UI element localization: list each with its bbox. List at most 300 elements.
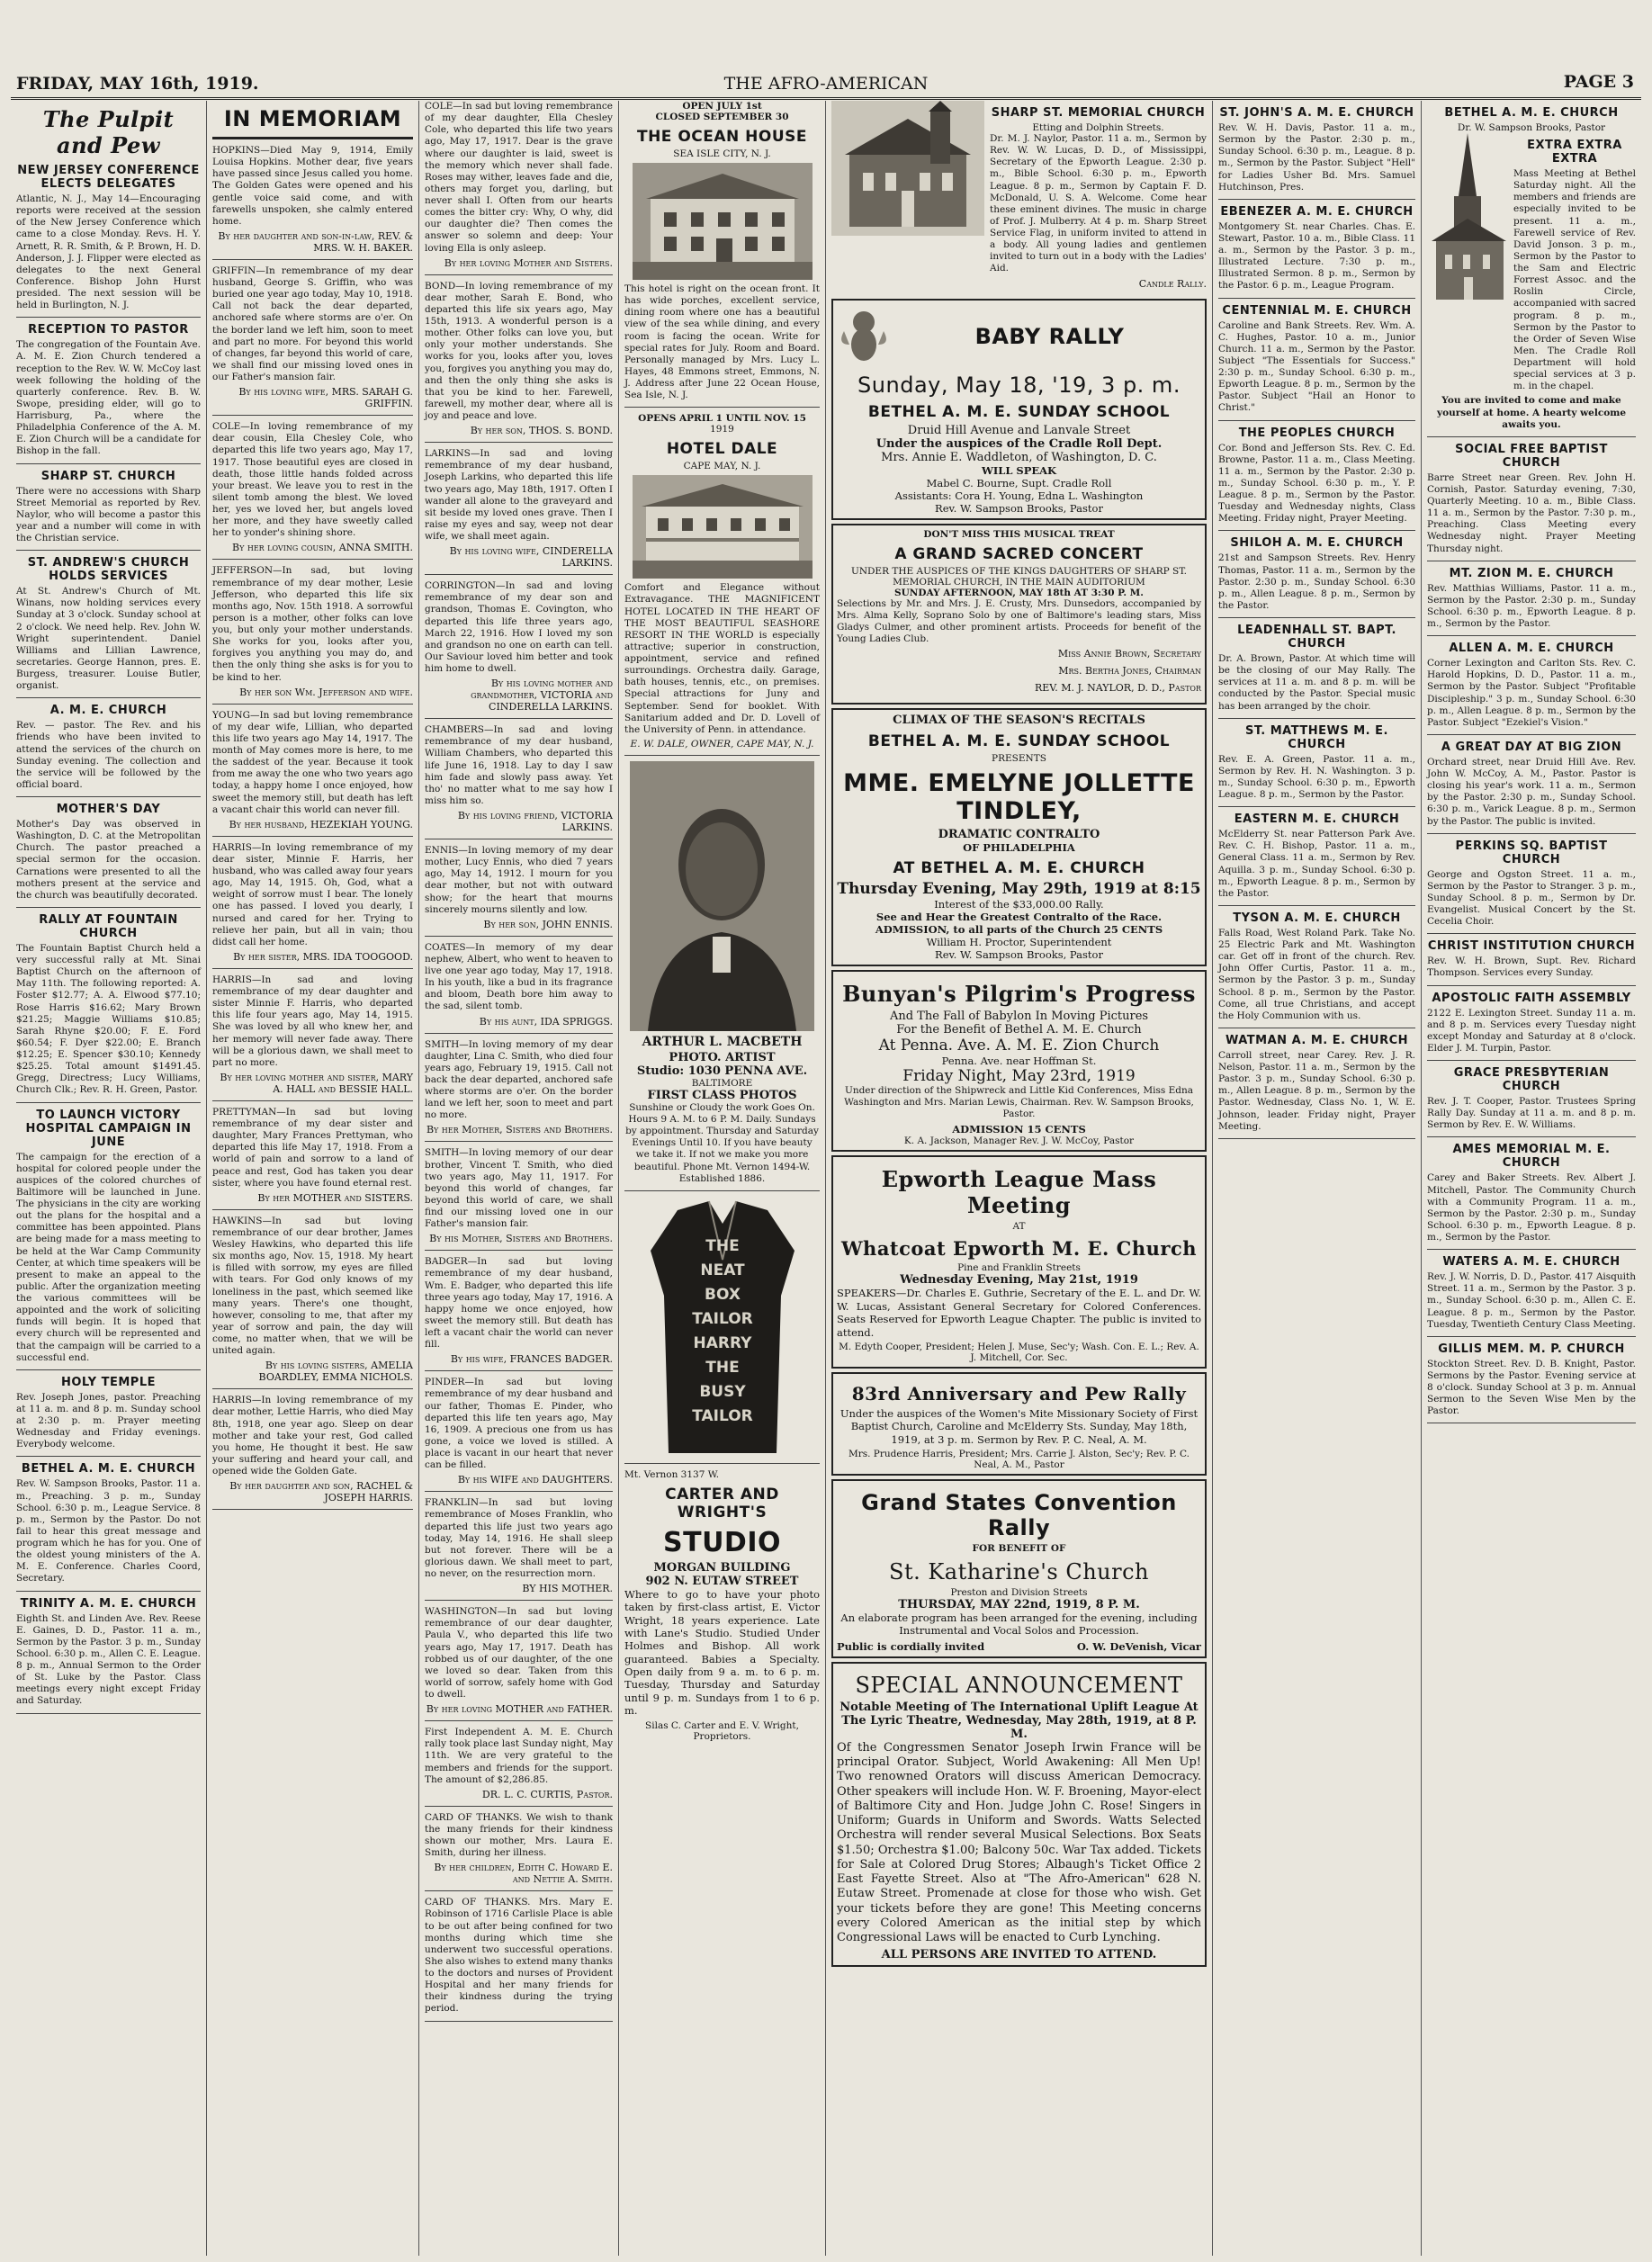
ad-line: BALTIMORE [691, 1077, 753, 1089]
ad-date: Thursday Evening, May 29th, 1919 at 8:15 [837, 880, 1201, 898]
article-body: Eighth St. and Linden Ave. Rev. Reese E. Gaines, D. D., Pastor. 11 a. m., Sermon by the Pastor. 3 p. m., Sunday School. 6:30 p. m., Allen C. E. League. 8 p. m., Annual Sermon to the Order of St. Luke by the Pastor. Class meetings every night except Friday and Saturday. [16, 1612, 201, 1707]
ad-line: ALL PERSONS ARE INVITED TO ATTEND. [881, 1948, 1157, 1962]
church-body: Carey and Baker Streets. Rev. Albert J. Mitchell, Pastor. The Community Church with a Community Program. 11 a. m., Sermon by the Pastor. 2:30 p. m., Sunday School. 6:30 p. m., Epworth League. 8 p. m., Sermon by the Pastor. [1427, 1172, 1636, 1243]
divider [16, 317, 201, 318]
column-events [826, 101, 1213, 2256]
divider [1427, 1249, 1636, 1250]
church-body: Rev. J. T. Cooper, Pastor. Trustees Spring Rally Day. Sunday at 11 a. m. and 8 p. m. Sermon by Rev. E. W. Williams. [1427, 1096, 1636, 1131]
ad-line: ADMISSION, to all parts of the Church 25 CENTS [875, 923, 1163, 936]
divider [212, 1100, 413, 1101]
article-body: At St. Andrew's Church of Mt. Winans, now holding services every Sunday at 3 o'clock. Sunday school at 2 o'clock. We need help. Rev. John W. Wright superintendent. Daniel Williams and Lillian Lawrence, secretaries. George Hannon, pres. E. Burgess, treasurer. Louise Butler, organist. [16, 586, 201, 692]
ad-title-big: STUDIO [663, 1526, 781, 1558]
sacred-concert-ad [831, 524, 1207, 705]
memorial-signature: By her sister, MRS. IDA TOOGOOD. [233, 950, 413, 963]
church-pastor: Dr. W. Sampson Brooks, Pastor [1457, 122, 1606, 133]
ad-signature: Mrs. Prudence Harris, President; Mrs. Carrie J. Alston, Sec'y; Rev. P. C. Neal, A. M., Pastor [848, 1449, 1190, 1470]
church-body: Mass Meeting at Bethel Saturday night. All the members and friends are especially invited to be present. 11 a. m., Farewell service of Rev. David Jonson. 3 p. m., Sermon by the Pastor to the Sam and Electric Forrest Assoc. and the Roslin Circle, accompanied with sacred program. 8 p. m., Sermon by the Pastor to the Order of Seven Wise Men. The Cradle Roll Department will hold special services at 3 p. m. in the chapel. [1513, 168, 1636, 392]
ad-signature: K. A. Jackson, Manager Rev. J. W. McCoy, Pastor [903, 1135, 1135, 1147]
divider [1427, 1060, 1636, 1061]
ad-title: HOTEL DALE [666, 440, 778, 459]
hotel-dale-ad [624, 413, 820, 750]
memorial-text: COLE—In loving remembrance of my dear cousin, Ella Chesley Cole, who departed this life two years ago, May 17, 1917. Those beautiful eyes are closed in death, those little hands folded across your breast. We leave you to rest in the silent tomb among the blest. We loved her, yes we loved her, but angels loved her more, and they have sweetly called her to yonder's shining shore. [212, 421, 413, 539]
church-body: Dr. M. J. Naylor, Pastor. 11 a. m., Sermon by Rev. W. W. Lucas, D. D., of Mississippi, Secretary of the Epworth League. 2:30 p. m., Bible School. 6:30 p. m., Epworth League. 8 p. m., Sermon by Captain F. D. McDonald, U. S. A. Welcome. Come hear these eminent divines. The music in charge of Prof. J. Mulberry. At 4 p. m. Sharp Street Service Flag, in uniform invited to attend in a body. All young ladies and gentlemen invited to turn out in a body with the Ladies' Aid. [990, 133, 1207, 274]
divider [1218, 420, 1415, 421]
ad-year: 1919 [710, 424, 734, 435]
issue-date: FRIDAY, MAY 16th, 1919. [16, 74, 259, 94]
divider [1427, 1136, 1636, 1137]
church-title: A GREAT DAY AT BIG ZION [1441, 740, 1622, 754]
divider [212, 559, 413, 560]
memorial-text: CARD OF THANKS. Mrs. Mary E. Robinson of 1716 Carlisle Place is able to be out after being confined for two months during which time she underwent two successful operations. She also wishes to extend many thanks to the doctors and nurses of Provident Hospital and her many friends for their kindness during the trying period. [425, 1897, 613, 2015]
ad-line: Druid Hill Avenue and Lanvale Street [907, 423, 1131, 437]
divider [16, 697, 201, 698]
ad-line: Assistants: Cora H. Young, Edna L. Washington [894, 489, 1144, 502]
church-welcome: You are invited to come and make yourself at home. A hearty welcome awaits you. [1436, 395, 1627, 430]
article-body: Atlantic, N. J., May 14—Encouraging reports were received at the session of the New Jersey Conference which came to a close Monday. Revs. H. Y. Arnett, R. R. Smith, & P. Brown, H. D. Anderson, J. J. Flipper were elected as delegates to the next General Conference. Bishop John Hurst presided. The next session will be held in Burlington, N. J. [16, 193, 201, 311]
special-announcement-ad [831, 1662, 1207, 1968]
divider [16, 463, 201, 464]
church-body: Rev. J. W. Norris, D. D., Pastor. 417 Aisquith Street. 11 a. m., Sermon by the Pastor. 3 p. m., Sunday School. 6:30 p. m., Allen C. E. League. 8 p. m., Sermon by the Pastor. Tuesday, Twentieth Century Class Meeting. [1427, 1271, 1636, 1330]
divider [1218, 1138, 1415, 1139]
coat-lettering: TAILOR [691, 1309, 753, 1328]
article-body: There were no accessions with Sharp Street Memorial as reported by Rev. Naylor, who will become a pastor this year and a number will come in with the Christian service. [16, 485, 201, 543]
memorial-signature: DR. L. C. CURTIS, Pastor. [481, 1788, 613, 1800]
church-body: 21st and Sampson Streets. Rev. Henry Thomas, Pastor. 11 a. m., Sermon by the Pastor. 2:30 p. m., Sunday School. 6:30 p. m., Allen League. 8 p. m., Sermon by the Pastor. [1218, 552, 1415, 611]
masthead [11, 70, 1641, 100]
divider [212, 415, 413, 416]
ad-line: Public is cordially invited [837, 1639, 985, 1653]
divider [425, 1491, 613, 1492]
church-body: Stockton Street. Rev. D. B. Knight, Pastor. Sermons by the Pastor. Evening service at 8 o'clock. Sunday School at 3 p. m. Annual Sermon to the Seven Wise Men by the Pastor. [1427, 1358, 1636, 1417]
memorial-text: HOPKINS—Died May 9, 1914, Emily Louisa Hopkins. Mother dear, five years have passed since Jesus called you home. The Golden Gates were opened and his gentle voice said come, and with farewells unspoken, she calmly entered home. [212, 145, 413, 227]
ad-line: OPEN JULY 1st [682, 101, 762, 112]
ad-signature: O. W. DeVenish, Vicar [1076, 1639, 1201, 1653]
ad-title: Bunyan's Pilgrim's Progress [842, 981, 1196, 1007]
memorial-text: HARRIS—In loving remembrance of my dear mother, Lettie Harris, who died May 8th, 1918, one year ago. Sleep on dear mother and take your rest, God called you home, He thought it best. He saw your suffering and heard your call, and opened wide the Golden Gate. [212, 1395, 413, 1477]
ad-owner: E. W. DALE, OWNER, CAPE MAY, N. J. [630, 738, 814, 750]
article-headline: A. M. E. CHURCH [49, 704, 167, 718]
article-headline: ST. ANDREW'S CHURCH HOLDS SERVICES [27, 556, 190, 584]
divider [1218, 199, 1415, 200]
ad-signature: Silas C. Carter and E. V. Wright, Proprietors. [645, 1719, 799, 1742]
portrait-photo [630, 761, 814, 1031]
coat-lettering: THE [705, 1236, 740, 1255]
ad-line: Pine and Franklin Streets [957, 1262, 1081, 1274]
church-body: Rev. W. H. Brown, Supt. Rev. Richard Thompson. Services every Sunday. [1427, 956, 1636, 979]
church-title: WATERS A. M. E. CHURCH [1442, 1255, 1621, 1270]
church-title: CENTENNIAL M. E. CHURCH [1222, 303, 1412, 318]
church-title: GRACE PRESBYTERIAN CHURCH [1453, 1066, 1610, 1093]
memorial-signature: By her loving MOTHER and FATHER. [426, 1703, 613, 1716]
divider [425, 1890, 613, 1891]
ad-body: Under the auspices of the Women's Mite Missionary Society of First Baptist Church, Caroline and McElderry Sts. Sunday, May 18th, 1919, at 3 p. m. Sermon by Rev. P. C. Neal, A. M. [839, 1406, 1199, 1446]
memorial-text: BADGER—In sad but loving remembrance of my dear husband, Wm. E. Badger, who departed this life three years ago today, May 17, 1916. A happy home we once enjoyed, how sweet the memory still. But death has left a vacant chair the world can never fill. [425, 1256, 613, 1351]
ad-body: Comfort and Elegance without Extravagance. THE MAGNIFICENT HOTEL LOCATED IN THE HEART OF THE MOST BEAUTIFUL SEASHORE RESORT IN THE WORLD is especially attractive; superior in construction, appointment, service and refined surroundings. Orchestra daily. Garage, bath houses, tennis, etc., on premises. Special attractions for Juny and September. Send for booklet. With Sanitarium added and Dr. D. Lovell of the University of Penn. in attendance. [624, 582, 820, 735]
memorial-signature: By his loving sisters, AMELIA BOARDLEY, EMMA NICHOLS. [258, 1360, 413, 1384]
ad-line: SUNDAY AFTERNOON, MAY 18th AT 3:30 P. M. [894, 587, 1144, 598]
article-headline: BETHEL A. M. E. CHURCH [21, 1462, 196, 1477]
memorial-signature: By her Mother, Sisters and Brothers. [426, 1124, 613, 1136]
ad-line: DRAMATIC CONTRALTO [938, 828, 1100, 841]
church-body: Rev. E. A. Green, Pastor. 11 a. m., Sermon by Rev. H. N. Washington. 3 p. m., Sunday School. 6:30 p. m., Epworth League. 8 p. m., Sermon by the Pastor. [1218, 753, 1415, 800]
church-title: SHARP ST. MEMORIAL CHURCH [991, 106, 1206, 120]
church-title: GILLIS MEM. M. P. CHURCH [1438, 1342, 1625, 1356]
memorial-text: HARRIS—In loving remembrance of my dear sister, Minnie F. Harris, her husband, who was called away four years ago, May 14, 1915. Oh, God, what a weight of sorrow must I bear. The lonely one has passed. I loved you dearly, I nursed and cared for her. Trying to relieve her pain, but all in vain; thou didst call her home. [212, 841, 413, 947]
ad-line: At Penna. Ave. A. M. E. Zion Church [878, 1037, 1160, 1055]
ad-title: THE OCEAN HOUSE [636, 128, 808, 146]
column-church-notices [1213, 101, 1422, 2256]
church-body: Barre Street near Green. Rev. John H. Cornish, Pastor. Saturday evening, 7:30, Quarterly Meeting. 10 a. m., Bible Class. 11 a. m., Sermon by the Pastor. 7:30 p. m., Preaching. Class Meeting every Wednesday night. Prayer Meeting Thursday night. [1427, 471, 1636, 554]
memorial-text: CARD OF THANKS. We wish to thank the many friends for their kindness shown our mother, Mrs. Laura E. Smith, during her illness. [425, 1811, 613, 1859]
article-headline: TRINITY A. M. E. CHURCH [20, 1596, 197, 1611]
memorial-text: CORRINGTON—In sad and loving remembrance of my dear son and grandson, Thomas E. Covington, who departed this life three years ago, March 22, 1916. How I loved my son and grandson no one on earth can tell. Our Saviour loved him better and took him home to dwell. [425, 580, 613, 674]
memorial-text: YOUNG—In sad but loving remembrance of my dear wife, Lillian, who departed this life two years ago May 14, 1917. The month of May comes more is here, to me the saddest of the year. Because it took from me away the one who two years ago today, a happy home I once enjoyed, how sweet the memory still, but death has left a vacant chair this world can never fill. [212, 709, 413, 815]
ad-title: A GRAND SACRED CONCERT [894, 544, 1144, 563]
ad-line: Mabel C. Bourne, Supt. Cradle Roll [926, 476, 1112, 489]
memorial-signature: By her son Wm. Jefferson and wife. [239, 686, 413, 698]
ad-body: Sunshine or Cloudy the work Goes On. Hours 9 A. M. to 6 P. M. Daily. Sundays by appointment. Thursday and Saturday Evenings Until 10. If you have beauty we take it. If not we make you more beautiful. Phone Mt. Vernon 1494-W. Established 1886. [625, 1101, 819, 1184]
coat-lettering: NEAT [699, 1261, 745, 1279]
column-advertisements [619, 101, 826, 2256]
memorial-text: SMITH—In loving memory of my dear daughter, Lina C. Smith, who died four years ago, February 19, 1915. Call not back the dear departed, anchored safe where storms are o'er. On the border land we left her, soon to meet and part no more. [425, 1038, 613, 1121]
divider [1218, 617, 1415, 618]
church-body: Carroll street, near Carey. Rev. J. R. Nelson, Pastor. 11 a. m., Sermon by the Pastor. 3 p. m., Sunday School. 6:30 p. m., Allen League. 8 p. m., Sermon by the Pastor. Wednesday, Class No. 1, W. E. Johnson, leader. Friday night, Prayer Meeting. [1218, 1049, 1415, 1132]
coat-lettering: BUSY [698, 1382, 746, 1401]
ad-line: PRESENTS [992, 753, 1046, 764]
ad-line: AT BETHEL A. M. E. CHURCH [893, 859, 1145, 877]
divider [1427, 1336, 1636, 1337]
ad-line: FOR BENEFIT OF [972, 1543, 1066, 1554]
church-body: Falls Road, West Roland Park. Take No. 25 Electric Park and Mt. Washington car. Get off in front of the church. Rev. John Offer Curtis, Pastor. 11 a. m., Sermon by the Pastor. 3 p. m., Sunday School. 8 p. m., Sermon by the Pastor. Come, all true Christians, and accept the Holy Communion with us. [1218, 927, 1415, 1021]
ad-line: Penna. Ave. near Hoffman St. [941, 1055, 1097, 1067]
article-headline: TO LAUNCH VICTORY HOSPITAL CAMPAIGN IN JUNE [25, 1108, 192, 1149]
divider [16, 550, 201, 551]
divider [1427, 734, 1636, 735]
church-title: EBENEZER A. M. E. CHURCH [1220, 204, 1414, 219]
memorial-signature: By her husband, HEZEKIAH YOUNG. [229, 818, 413, 830]
ad-place: SEA ISLE CITY, N. J. [673, 148, 771, 159]
church-title: ALLEN A. M. E. CHURCH [1449, 642, 1614, 656]
church-title: BETHEL A. M. E. CHURCH [1444, 106, 1619, 120]
article-body: The Fountain Baptist Church held a very successful rally at Mt. Sinai Baptist Church on the afternoon of May 11th. The following reported: A. Foster $12.77; A. A. Elwood $77.10; Rose Harris $16.62; Mary Brown $21.25; Maggie Williams $10.85; Sarah Rhyne $20.00; F. E. Ford $60.54; F. Dyer $22.00; E. Branch $12.25; E. Spencer $30.10; Kennedy $25.25. Total amount $1491.45. Gregg, Directress; Lucy Williams, Church Clk.; Rev. R. H. Green, Pastor. [16, 942, 201, 1096]
bunyan-ad [831, 970, 1207, 1152]
ad-title: Epworth League Mass Meeting [881, 1166, 1157, 1219]
ad-line: Under the auspices of the Cradle Roll Dept. [875, 436, 1163, 451]
divider [212, 1388, 413, 1389]
ad-line: OF PHILADELPHIA [963, 841, 1075, 854]
article-headline: NEW JERSEY CONFERENCE ELECTS DELEGATES [17, 164, 200, 191]
divider [1218, 530, 1415, 531]
memorial-text: PRETTYMAN—In sad but loving remembrance of my dear sister and daughter, Mary Frances Prettyman, who departed this life May 17, 1918. From a world of pain and sorrow to a land of peace and rest, God has taken you dear sister, where you have found eternal rest. [212, 1106, 413, 1189]
article-headline: MOTHER'S DAY [56, 803, 161, 816]
memorial-text: HARRIS—In sad and loving remembrance of my dear daughter and sister Minnie F. Harris, who departed this life four years ago, May 14, 1915. She was loved by all who knew her, and her memory will never fade away. There will be a glorious dawn, we shall meet to part no more. [212, 974, 413, 1068]
section-head: EXTRA EXTRA EXTRA [1527, 139, 1622, 166]
ad-title: Grand States Convention Rally [861, 1490, 1177, 1540]
memorial-signature: By his loving wife, MRS. SARAH G. GRIFFIN. [238, 386, 413, 410]
hotel-dale-image [633, 475, 813, 579]
memorial-signature: By her loving mother and sister, MARY A. HALL and BESSIE HALL. [220, 1071, 413, 1095]
ad-signature: Mrs. Bertha Jones, Chairman [1058, 665, 1201, 677]
memorial-signature: By her loving Mother and Sisters. [444, 256, 613, 269]
divider [1218, 806, 1415, 807]
church-title: LEADENHALL ST. BAPT. CHURCH [1237, 624, 1396, 651]
divider [212, 704, 413, 705]
memorial-signature: BY HIS MOTHER. [522, 1583, 613, 1595]
church-engraving [831, 101, 984, 236]
memorial-signature: By her daughter and son-in-law, REV. & MRS. W. H. BAKER. [218, 229, 413, 254]
memorial-text: PINDER—In sad but loving remembrance of my dear husband and our father, Thomas E. Pinder, who departed this life ten years ago, May 16, 1909. A precious one from us has gone, a voice we loved is stilled. A place is vacant in our heart that never can be filled. [425, 1377, 613, 1471]
ad-line: CLIMAX OF THE SEASON'S RECITALS [893, 714, 1145, 727]
article-body: Mother's Day was observed in Washington, D. C. at the Metropolitan Church. The pastor preached a special sermon for the occasion. Carnations were presented to all the mothers present at the service and the church was beautifully decorated. [16, 819, 201, 901]
article-body: Rev. — pastor. The Rev. and his friends who have been invited to attend the services of the church on Sunday evening. The collection and the service will be followed by the official board. [16, 720, 201, 790]
church-title: AMES MEMORIAL M. E. CHURCH [1452, 1143, 1611, 1171]
memorial-signature: By her loving cousin, ANNA SMITH. [231, 542, 413, 554]
section-header: IN MEMORIAM [223, 106, 402, 131]
divider [212, 968, 413, 969]
church-body: Cor. Bond and Jefferson Sts. Rev. C. Ed. Browne, Pastor. 11 a. m., Class Meeting. 11 a. m., Sermon by the Pastor. 2:30 p. m., Sunday School. 6:30 p. m., Y. P. League. 8 p. m., Sermon by the Pastor. Tuesday and Wednesday nights, Class Meeting. Friday night, Prayer Meeting. [1218, 442, 1415, 525]
ad-church: Whatcoat Epworth M. E. Church [840, 1237, 1198, 1261]
ad-line: AT [1012, 1221, 1026, 1233]
anniversary-ad [831, 1372, 1207, 1476]
article-body: Rev. Joseph Jones, pastor. Preaching at 11 a. m. and 8 p. m. Sunday school at 2:30 p. m. Prayer meeting Wednesday and Friday evenings. Everybody welcome. [16, 1391, 201, 1450]
sharp-street-block [831, 101, 1207, 295]
ad-line: 902 N. EUTAW STREET [645, 1574, 799, 1588]
column-memoriam-continued [419, 101, 619, 2256]
memorial-text: CHAMBERS—In sad and loving remembrance of my dear husband, William Chambers, who departed this life June 16, 1918. Lay to day I saw him fade and slowly pass away. Yet tho' no matter what to me say how I miss him so. [425, 724, 613, 806]
divider [16, 796, 201, 797]
carter-wright-ad [624, 1469, 820, 1742]
tailor-coat-image [646, 1197, 799, 1458]
section-header: The Pulpit and Pew [42, 106, 175, 158]
church-body: 2122 E. Lexington Street. Sunday 11 a. m. and 8 p. m. Services every Tuesday night except Monday and Saturday at 8 o'clock. Elder J. M. Turpin, Pastor. [1427, 1007, 1636, 1054]
ad-line: Studio: 1030 PENNA AVE. [636, 1064, 808, 1078]
ad-body: Where to go to have your photo taken by first-class artist, E. Victor Wright, 18 years experience. Late with Lane's Studio. Studied Under Holmes and Bishop. All work guaranteed. Babies a Specialty. Open daily from 9 a. m. to 6 p. m. Tuesday, Thursday and Saturday until 9 p. m. Sundays from 1 to 6 p. m. [624, 1587, 820, 1718]
column-pulpit-and-pew [11, 101, 207, 2256]
church-title: SOCIAL FREE BAPTIST CHURCH [1455, 442, 1608, 470]
divider [425, 2021, 613, 2022]
ad-body: Selections by Mr. and Mrs. J. E. Crusty, Mrs. Dunsedors, accompanied by Mrs. Alma Kelly, Soprano Solo by one of Baltimore's leading stars, Miss Gladys Culmer, and other prominent artists. Proceeds for benefit of the Young Ladies Club. [837, 597, 1201, 644]
divider [425, 1600, 613, 1601]
church-signature: Candle Rally. [1138, 277, 1207, 290]
states-convention-ad [831, 1479, 1207, 1658]
coat-lettering: THE [705, 1358, 740, 1377]
performer-name: MME. EMELYNE JOLLETTE TINDLEY, [843, 769, 1195, 825]
ad-date: Wednesday Evening, May 21st, 1919 [900, 1273, 1138, 1288]
memorial-signature: By her daughter and son, RACHEL & JOSEPH HARRIS. [229, 1480, 413, 1504]
memorial-text: LARKINS—In sad and loving remembrance of my dear husband, Joseph Larkins, who departed this life two years ago, May 18th, 1917. Often I wander all alone to the graveyard and sit beside my loved ones grave. Then I raise my eyes and say, weep not dear wife, we shall meet again. [425, 448, 613, 542]
divider [1218, 718, 1415, 719]
memorial-text: COATES—In memory of my dear nephew, Albert, who went to heaven to live one year ago today, May 17, 1918. In his youth, like a bud in its fragrance and bloom, Death bore him away to the sad, silent tomb. [425, 941, 613, 1012]
column-church-notices-2 [1422, 101, 1641, 2256]
divider [16, 1713, 201, 1714]
divider [425, 442, 613, 443]
ad-date: THURSDAY, MAY 22nd, 1919, 8 P. M. [898, 1598, 1140, 1611]
ad-phone: Mt. Vernon 3137 W. [624, 1468, 720, 1480]
memorial-signature: By his aunt, IDA SPRIGGS. [479, 1015, 613, 1028]
memorial-signature: By his loving wife, CINDERELLA LARKINS. [449, 545, 613, 570]
page-number: PAGE 3 [1563, 72, 1634, 92]
ad-title: SPECIAL ANNOUNCEMENT [855, 1672, 1183, 1698]
divider [425, 274, 613, 275]
ad-line: FIRST CLASS PHOTOS [647, 1088, 797, 1102]
cherub-image [837, 304, 891, 367]
memorial-signature: By his wife, FRANCES BADGER. [450, 1353, 613, 1366]
ad-title: CARTER AND WRIGHT'S [665, 1485, 779, 1521]
church-title: CHRIST INSTITUTION CHURCH [1427, 939, 1636, 954]
divider [425, 1033, 613, 1034]
epworth-ad [831, 1155, 1207, 1369]
ad-body: This hotel is right on the ocean front. It has wide porches, excellent service, dining room where one has a beautiful view of the sea while dining, and every room is facing the ocean. Write for special rates for July. Room and Board. Personally managed by Mrs. Lucy L. Hayes, 48 Emmons street, Emmons, N. J. Address after June 22 Ocean House, Sea Isle, N. J. [624, 283, 820, 401]
ad-date: Sunday, May 18, '19, 3 p. m. [857, 372, 1181, 398]
church-title: TYSON A. M. E. CHURCH [1233, 911, 1401, 925]
ad-date: Friday Night, May 23rd, 1919 [902, 1067, 1136, 1085]
memorial-text: First Independent A. M. E. Church rally took place last Sunday night, May 11th. We are very grateful to the members and friends for the support. The amount of $2,286.85. [425, 1727, 613, 1785]
coat-lettering: HARRY [693, 1333, 751, 1352]
article-body: The campaign for the erection of a hospital for colored people under the auspices of the colored churches of Baltimore will be launched in June. The physicians in the city are working out the plans for the hospital and a committee has been appointed. Plans are being made for a mass meeting to be held at the War Camp Community Center, at which time speakers will be present to make an appeal to the public. After the organization meeting the various committees will be appointed and the work of soliciting funds will begin. It is hoped that every church will be represented and that the campaign will be carried to a successful end. [16, 1151, 201, 1363]
portrait-caption: ARTHUR L. MACBETH [642, 1034, 803, 1049]
divider [425, 1250, 613, 1251]
memorial-text: GRIFFIN—In remembrance of my dear husband, George S. Griffin, who was buried one year ago today, May 10, 1918. Call not back the dear departed, anchored safe where storms are o'er. On the border land we left him, soon to meet and part no more. For beyond this world of changes, far beyond this world of care, we shall find our missing loved ones in our Father's mansion fair. [212, 265, 413, 382]
church-body: Corner Lexington and Carlton Sts. Rev. C. Harold Hopkins, D. D., Pastor. 11 a. m., Sermon by the Pastor. Subject "Profitable Discipleship." 3 p. m., Sunday School. 6:30 p. m., Allen League. 8 p. m., Sermon by the Pastor. Subject "Ezekiel's Vision." [1427, 658, 1636, 728]
memorial-signature: By her son, JOHN ENNIS. [483, 918, 613, 930]
church-title: APOSTOLIC FAITH ASSEMBLY [1432, 991, 1631, 1005]
ad-body: SPEAKERS—Dr. Charles E. Guthrie, Secretary of the E. L. and Dr. W. W. Lucas, Assistant General Secretary for Colored Conferences. Seats Reserved for Epworth League Chapter. The public is invited to attend. [837, 1287, 1201, 1339]
ad-signature: REV. M. J. NAYLOR, D. D., Pastor [1034, 682, 1201, 694]
church-body: George and Ogston Street. 11 a. m., Sermon by the Pastor to Stranger. 3 p. m., Sunday School. 8 p. m., Sermon by Dr. Evangelist. Musical Concert by the St. Cecelia Choir. [1427, 868, 1636, 928]
ad-line: Preston and Division Streets [950, 1587, 1088, 1598]
divider [1218, 905, 1415, 906]
ad-line: ADMISSION 15 CENTS [952, 1123, 1086, 1136]
divider [16, 1102, 201, 1103]
ad-line: Rev. W. Sampson Brooks, Pastor [935, 948, 1103, 961]
divider [16, 907, 201, 908]
divider [212, 836, 413, 837]
ad-line: William H. Proctor, Superintendent [926, 936, 1112, 948]
church-body: Caroline and Bank Streets. Rev. Wm. A. C. Hughes, Pastor. 10 a. m., Junior Church. 11 a. m., Sermon by the Pastor. Subject "The Essentials for Success." 2:30 p. m., Sunday School. 6:30 p. m., Epworth League. 8 p. m., Sermon by the Pastor. Subject "Hail an Honor to Christ." [1218, 319, 1415, 414]
divider [1427, 635, 1636, 636]
paper-title: THE AFRO-AMERICAN [723, 74, 929, 94]
memorial-text: BOND—In loving remembrance of my dear mother, Sarah E. Bond, who departed this life six years ago, May 15th, 1913. A wonderful person is a mother. Other folks can love you, but only your mother understands. She works for you, looks after you, loves you, forgives you anything you may do, and then the only thing she asks is that you be kind to her. Farewell, farewell, my mother dear, where all is joy and peace and love. [425, 280, 613, 421]
divider [16, 1591, 201, 1592]
ad-line: CLOSED SEPTEMBER 30 [655, 112, 789, 122]
divider [425, 574, 613, 575]
ocean-house-ad [624, 101, 820, 401]
church-body: Rev. Matthias Williams, Pastor. 11 a. m., Sermon by the Pastor. 2:30 p. m., Sunday School. 6:30 p. m., Epworth League. 8 p. m., Sermon by the Pastor. [1427, 582, 1636, 629]
ad-line: And The Fall of Babylon In Moving Pictures [889, 1010, 1149, 1023]
tindley-recital-ad [831, 708, 1207, 966]
memorial-text: FRANKLIN—In sad but loving remembrance of Moses Franklin, who departed this life just two years ago today, May 14, 1916. He shall sleep but not forever. There will be a glorious dawn. We shall meet to part, no never, on the resurrection morn. [425, 1497, 613, 1579]
ad-place: CAPE MAY, N. J. [683, 461, 761, 472]
divider [1427, 985, 1636, 986]
memorial-text: COLE—In sad but loving remembrance of my dear daughter, Ella Chesley Cole, who departed this life two years ago, May 17, 1917. Dear is the grave where our daughter is laid, sweet is the memory which never shall fade. Roses may wither, leaves fade and die, others may forget you, darling, but never shall I. Often from our hearts comes the bitter cry: Why, O why, did our daughter die? Then comes the answer so solemn and deep: Your loving Ella is only asleep. [425, 101, 613, 254]
article-headline: RECEPTION TO PASTOR [28, 323, 189, 337]
coat-lettering: BOX [704, 1285, 741, 1304]
ad-body: Under direction of the Shipwreck and Little Kid Conferences, Miss Edna Washington and Mrs. Marian Lewis, Chairman. Rev. W. Sampson Brooks, Pastor. [844, 1085, 1194, 1120]
divider [425, 936, 613, 937]
divider [1427, 833, 1636, 834]
memorial-signature: By her children, Edith C. Howard E. and Nettie A. Smith. [434, 1862, 613, 1886]
divider [212, 1509, 413, 1510]
ad-title: BABY RALLY [974, 324, 1125, 349]
memorial-signature: By his WIFE and DAUGHTERS. [457, 1474, 613, 1486]
column-in-memoriam [207, 101, 419, 2256]
ad-line: UNDER THE AUSPICES OF THE KINGS DAUGHTERS OF SHARP ST. MEMORIAL CHURCH, IN THE MAIN AUDITORIUM [850, 565, 1188, 588]
article-headline: SHARP ST. CHURCH [40, 469, 176, 483]
ad-signature: Miss Annie Brown, Secretary [1057, 648, 1201, 660]
church-spire-engraving [1427, 133, 1508, 304]
ad-body: An elaborate program has been arranged for the evening, including Instrumental and Vocal Solos and Procession. [840, 1611, 1198, 1638]
church-title: ST. MATTHEWS M. E. CHURCH [1245, 723, 1388, 751]
church-body: Dr. A. Brown, Pastor. At which time will be the closing of our May Rally. The services at 11 a. m. and 8 p. m. will be conducted by the Pastor. Special music has been arranged by the choir. [1218, 653, 1415, 712]
church-title: ST. JOHN'S A. M. E. CHURCH [1219, 106, 1414, 120]
baby-rally-ad [831, 299, 1207, 520]
memorial-signature: By his Mother, Sisters and Brothers. [429, 1233, 613, 1245]
ad-title: 83rd Anniversary and Pew Rally [851, 1382, 1187, 1405]
divider [425, 718, 613, 719]
ad-line: WILL SPEAK [981, 463, 1057, 477]
memorial-signature: By her MOTHER and SISTERS. [257, 1191, 413, 1204]
church-address: Etting and Dolphin Streets. [1032, 122, 1164, 133]
memorial-signature: By his loving mother and grandmother, VICTORIA and CINDERELLA LARKINS. [471, 678, 613, 714]
ad-line: For the Benefit of Bethel A. M. E. Church [896, 1023, 1142, 1037]
church-body: Montgomery St. near Charles. Chas. E. Stewart, Pastor. 10 a. m., Bible Class. 11 a. m., Sermon by the Pastor. 3 p. m., Illustrated Lecture. 7:30 p. m., Illustrated Sermon. 8 p. m., Sermon by the Pastor. 6 p. m., League Program. [1218, 220, 1415, 292]
memorial-signature: By his loving friend, VICTORIA LARKINS. [457, 810, 613, 833]
church-body: Rev. W. H. Davis, Pastor. 11 a. m., Sermon by the Pastor. 2:30 p. m., Sunday School. 6:30 p. m., League. 8 p. m., Sermon by the Pastor. Subject "Hell" for Ladies Usher Bd. Mrs. Samuel Hutchinson, Pres. [1218, 122, 1415, 193]
divider [1427, 933, 1636, 934]
divider [1218, 298, 1415, 299]
church-body: McElderry St. near Patterson Park Ave. Rev. C. H. Bishop, Pastor. 11 a. m., General Class. 11 a. m., Sermon by Rev. Aquilla. 3 p. m., Sunday School. 6:30 p. m., Epworth League. 8 p. m., Sermon by the Pastor. [1218, 829, 1415, 899]
ad-line: Interest of the $33,000.00 Rally. [934, 898, 1104, 911]
ad-line: BETHEL A. M. E. SUNDAY SCHOOL [867, 732, 1171, 750]
memorial-signature: By her son, THOS. S. BOND. [470, 425, 613, 437]
church-title: MT. ZION M. E. CHURCH [1449, 566, 1614, 580]
divider [425, 1720, 613, 1721]
memorial-text: ENNIS—In loving memory of my dear mother, Lucy Ennis, who died 7 years ago, May 14, 1912. I mourn for you dear mother, but not with outward show; for the heart that mourns sincerely mourns silently and low. [425, 845, 613, 915]
article-headline: RALLY AT FOUNTAIN CHURCH [39, 912, 178, 940]
ad-body: Of the Congressmen Senator Joseph Irwin France will be principal Orator. Subject, World Awakening: All Men Up! Two renowned Orators will discuss American Democracy. Other speakers will include Hon. W. F. Broening, Mayor-elect of Baltimore City and Hon. Judge John C. Rose! Singers in Uniform; Guards in Uniform and Swords. Watts Selected Orchestra will render several Musical Selections. Box Seats $1.50; Orchestra $1.00; Balcony 50c. War Tax added. Tickets for Sale at Colored Drug Stores; Albaugh's Ticket Office 2 East Fayette Street. Also at "The Afro-American" 628 N. Eutaw Street. Promenade at close for those who wish. Get your tickets before they are gone! This Meeting concerns every Colored American as the initial step by which Congressional Laws will be enacted to Curb Lynching. [837, 1740, 1201, 1944]
ad-church: St. Katharine's Church [889, 1559, 1149, 1584]
ad-line: Rev. W. Sampson Brooks, Pastor [935, 501, 1103, 515]
church-title: EASTERN M. E. CHURCH [1234, 812, 1400, 827]
church-title: SHILOH A. M. E. CHURCH [1230, 536, 1404, 551]
ad-line: PHOTO. ARTIST [669, 1050, 776, 1064]
divider [425, 1141, 613, 1142]
memorial-text: JEFFERSON—In sad, but loving remembrance of my dear mother, Lesie Jefferson, who departed this life six months ago, Nov. 15th 1918. A sorrowful person is a mother, other folks can love you, but only your mother understands. She works for you, looks after you, forgives you anything you may do, and then the only thing she asks is for you to be kind to her. [212, 565, 413, 683]
divider [425, 1370, 613, 1371]
ad-line: Notable Meeting of The International Uplift League At The Lyric Theatre, Wednesday, May 28th, 1919, at 8 P. M. [839, 1700, 1199, 1741]
church-title: WATMAN A. M. E. CHURCH [1226, 1033, 1408, 1047]
divider [16, 1456, 201, 1457]
divider [425, 1806, 613, 1807]
memorial-text: HAWKINS—In sad but loving remembrance of our dear brother, James Wesley Hawkins, who departed this life six months ago, Nov. 15, 1918. My heart is filled with sorrow, my eyes are filled with tears. For God only knows of my loneliness in the past, which seemed like many years. There's one thought, however, consoling to me, that after my year of sorrow and pain, the day will come, no matter when, that we will be united again. [212, 1215, 413, 1357]
ad-signature: M. Edyth Cooper, President; Helen J. Muse, Sec'y; Wash. Con. E. L.; Rev. A. J. Mitchell, Cor. Sec. [839, 1341, 1199, 1363]
ad-church: BETHEL A. M. E. SUNDAY SCHOOL [867, 402, 1171, 421]
article-headline: HOLY TEMPLE [60, 1375, 156, 1389]
article-body: Rev. W. Sampson Brooks, Pastor. 11 a. m., Preaching. 3 p. m., Sunday School. 6:30 p. m., League Service. 8 p. m., Sermon by the Pastor. Do not fail to hear this great message and program which he has for you. One of the oldest young ministers of the A. M. E. Conference. Charles Coord, Secretary. [16, 1478, 201, 1584]
ad-line: Mrs. Annie E. Waddleton, of Washington, D. C. [881, 450, 1157, 464]
divider [16, 1369, 201, 1370]
ad-line: See and Hear the Greatest Contralto of the Race. [875, 911, 1163, 923]
divider [212, 1209, 413, 1210]
coat-lettering: TAILOR [691, 1406, 753, 1425]
ocean-house-image [633, 163, 813, 280]
memorial-text: SMITH—In loving memory of our dear brother, Vincent T. Smith, who died two years ago, May 11, 1917. For beyond this world of changes, far beyond this world of care, we shall find our missing loved one in our Father's mansion fair. [425, 1147, 613, 1230]
church-title: PERKINS SQ. BAPTIST CHURCH [1455, 839, 1608, 866]
divider [212, 259, 413, 260]
memorial-text: WASHINGTON—In sad but loving remembrance of our dear daughter, Paula V., who departed this life two years ago, May 17, 1917. Death has robbed us of our daughter, of the one we loved so dear. Taken from this world of sorrow, safely home with God to dwell. [425, 1606, 613, 1700]
ad-line: OPENS APRIL 1 UNTIL NOV. 15 [638, 413, 806, 425]
ad-line: DON'T MISS THIS MUSICAL TREAT [923, 528, 1115, 540]
